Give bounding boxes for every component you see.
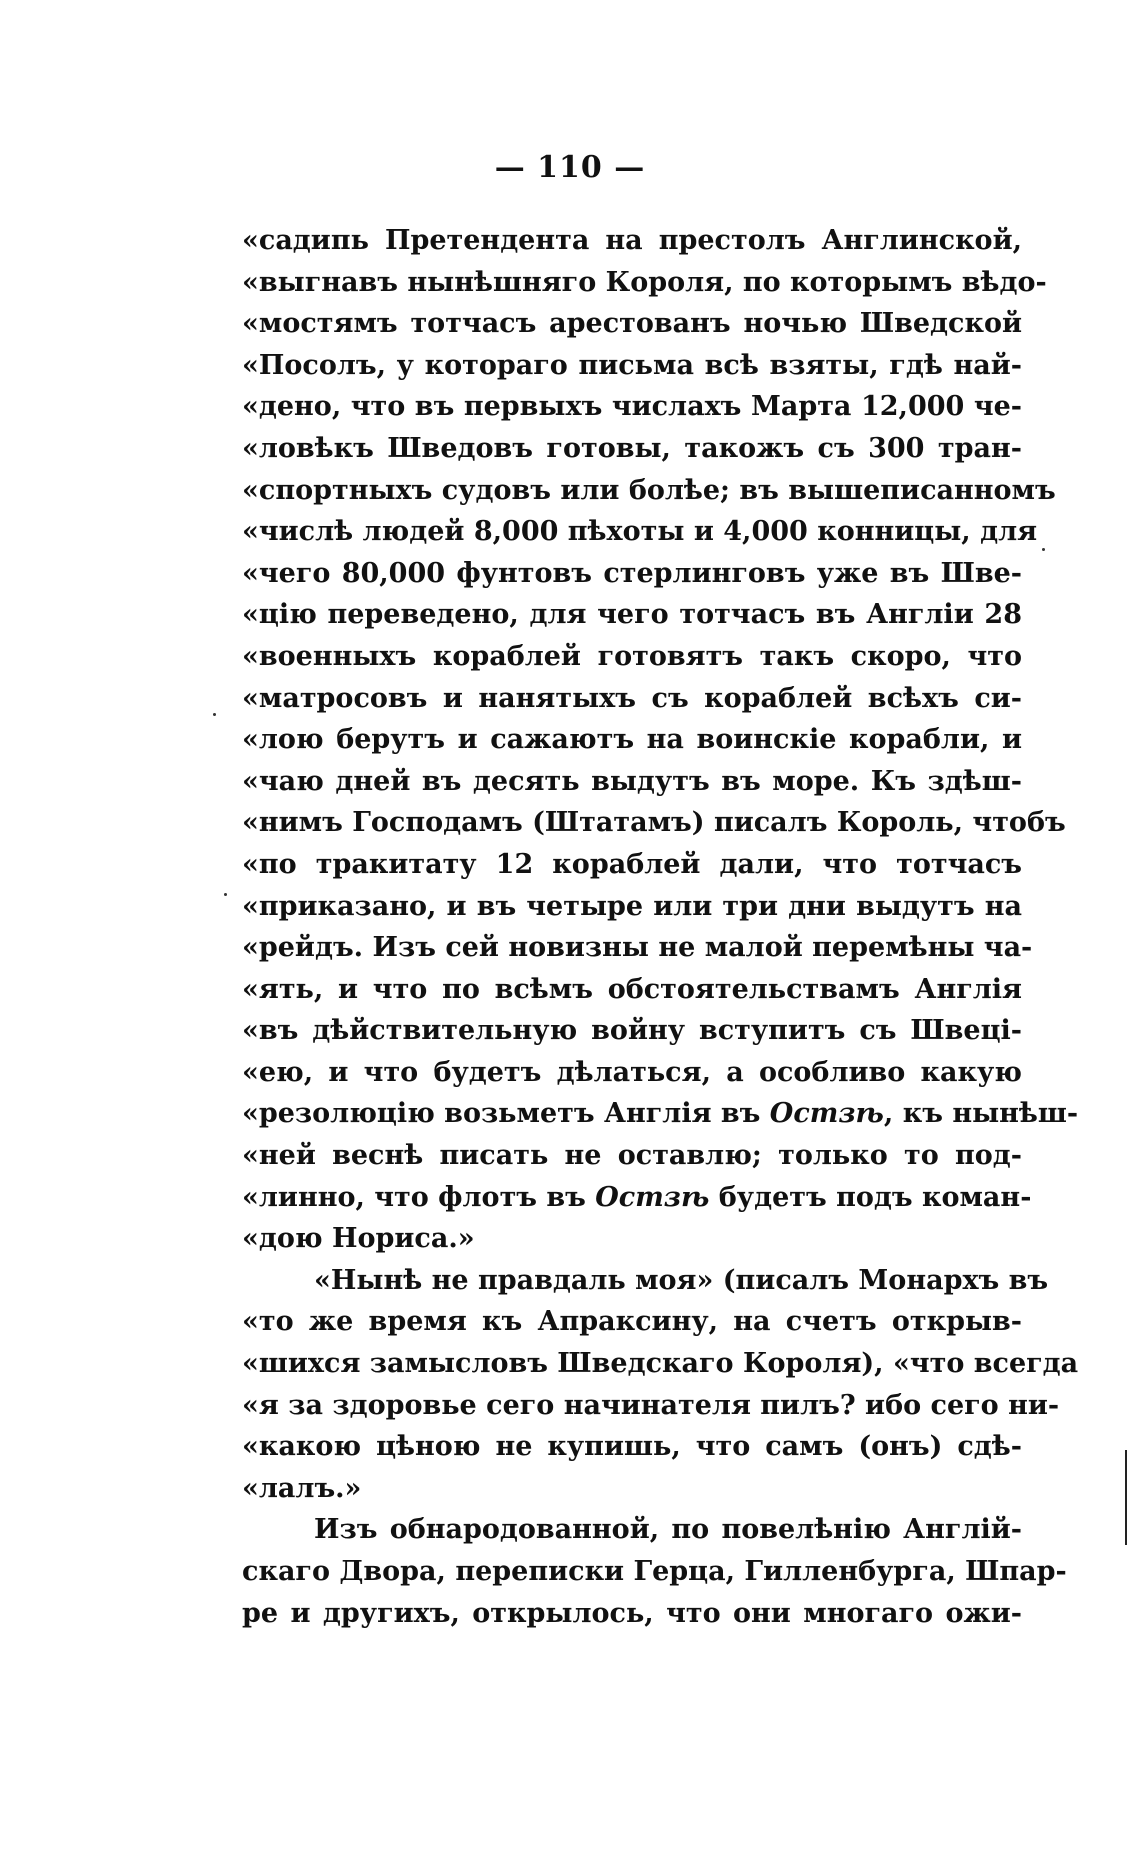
text-line: «ловѣкъ Шведовъ готовы, такожъ съ 300 тран-	[242, 432, 1022, 464]
text-line: «дено, что въ первыхъ числахъ Марта 12,000 че-	[242, 391, 1022, 423]
text-line: ре и другихъ, открылось, что они многаго ожи-	[242, 1597, 1022, 1629]
text-line: «нимъ Господамъ (Штатамъ) писалъ Король, чтобъ	[242, 807, 1066, 839]
text-line: «шихся замысловъ Шведскаго Короля), «что всегда	[242, 1348, 1079, 1380]
text-line: «ять, и что по всѣмъ обстоятельствамъ Англія	[242, 973, 1022, 1005]
scan-speck	[213, 713, 216, 716]
text-line: «я за здоровье сего начинателя пилъ? ибо сего ни-	[242, 1389, 1060, 1421]
paragraph-end-line: «дою Нориса.»	[242, 1223, 475, 1255]
text-line: «военныхъ кораблей готовятъ такъ скоро, что	[242, 640, 1022, 672]
text-line: «линно, что флотъ въ Остзѣ будетъ подъ коман-	[242, 1181, 1032, 1213]
text-line: «цію переведено, для чего тотчасъ въ Англіи 28	[242, 599, 1022, 631]
text-line: «какою цѣною не купишь, что самъ (онъ) сдѣ-	[242, 1431, 1022, 1463]
text-line: «рейдъ. Изъ сей новизны не малой перемѣны ча-	[242, 932, 1033, 964]
text-line: «ею, и что будетъ дѣлаться, а особливо какую	[242, 1056, 1022, 1088]
text-line: «числѣ людей 8,000 пѣхоты и 4,000 конницы, для	[242, 516, 1038, 548]
text-line: «то же время къ Апраксину, на счетъ открыв-	[242, 1306, 1022, 1338]
paragraph-end-line: «лалъ.»	[242, 1472, 362, 1504]
text-line: «въ дѣйствительную войну вступитъ съ Швеці-	[242, 1015, 1022, 1047]
page-number: — 110 —	[494, 150, 646, 185]
paragraph-start-line: Изъ обнародованной, по повелѣнію Англій-	[314, 1514, 1022, 1546]
text-line: «мостямъ тотчасъ арестованъ ночью Шведской	[242, 308, 1022, 340]
text-line: «приказано, и въ четыре или три дни выдутъ на	[242, 890, 1022, 922]
scan-speck	[1042, 548, 1045, 551]
place-name-italic: Остзѣ	[769, 1098, 884, 1130]
text-line: «матросовъ и нанятыхъ съ кораблей всѣхъ си-	[242, 682, 1022, 714]
scan-speck	[224, 893, 227, 896]
text-line: «по тракитату 12 кораблей дали, что тотчасъ	[242, 848, 1022, 880]
text-line: «чего 80,000 фунтовъ стерлинговъ уже въ Шве-	[242, 557, 1022, 589]
paragraph-start-line: «Нынѣ не правдаль моя» (писалъ Монархъ въ	[314, 1264, 1049, 1296]
text-line: «спортныхъ судовъ или болѣе; въ вышеписанномъ	[242, 474, 1056, 506]
place-name-italic: Остзѣ	[595, 1181, 710, 1213]
text-line: «резолюцію возьметъ Англія въ Остзѣ, къ нынѣш-	[242, 1098, 1079, 1130]
text-line: «выгнавъ нынѣшняго Короля, по которымъ вѣдо-	[242, 266, 1047, 298]
text-line: «чаю дней въ десять выдутъ въ море. Къ здѣш-	[242, 765, 1022, 797]
text-line: скаго Двора, переписки Герца, Гилленбурга, Шпар-	[242, 1556, 1067, 1587]
text-line: «ней веснѣ писать не оставлю; только то под-	[242, 1140, 1022, 1172]
page-edge-line	[1125, 1450, 1127, 1545]
body-text	[242, 220, 1079, 1634]
text-line: «Посолъ, у котораго письма всѣ взяты, гдѣ най-	[242, 349, 1022, 381]
text-line: «лою берутъ и сажаютъ на воинскіе корабли, и	[242, 724, 1022, 756]
text-line: «садипь Претендента на престолъ Англинской,	[242, 225, 1022, 256]
